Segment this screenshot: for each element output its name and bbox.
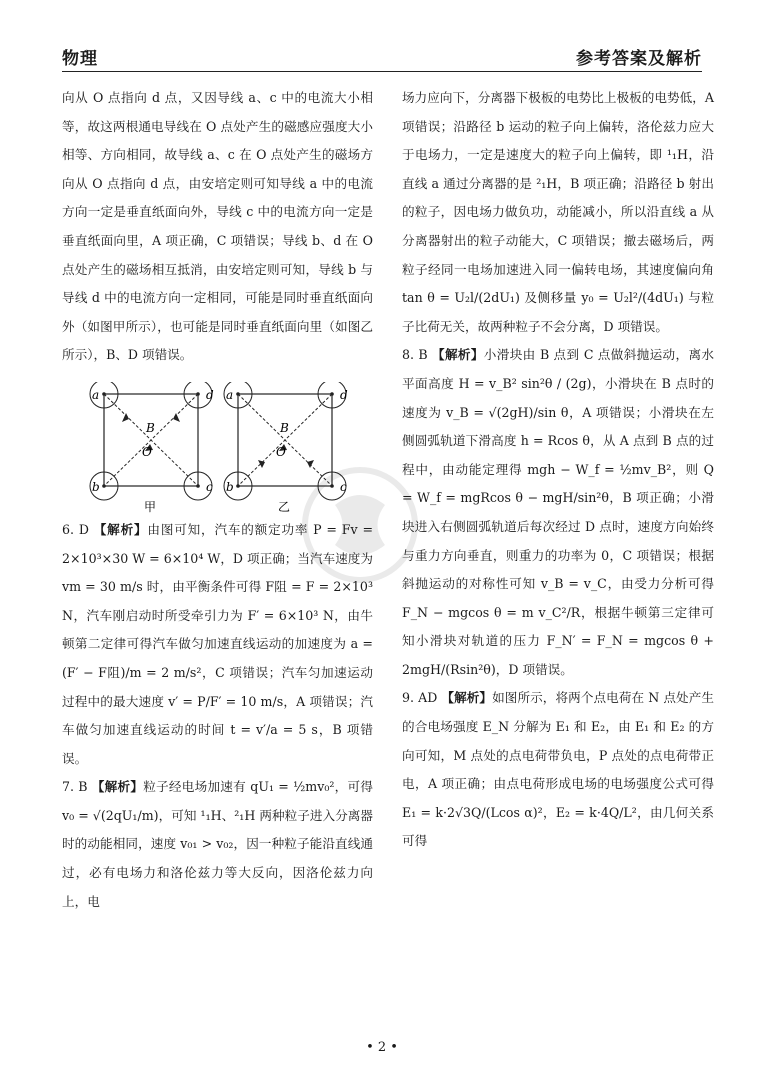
label-B: B	[146, 420, 155, 435]
question-7	[62, 773, 373, 916]
question-8	[402, 341, 714, 684]
question-9	[402, 684, 714, 856]
question-6	[62, 516, 373, 773]
label-b-yi: b	[226, 479, 234, 494]
right-column	[402, 84, 714, 856]
q7-continuation: 场力应向下，分离器下极板的电势比上极板的电势低，A 项错误；沿路径 b 运动的粒子向上偏转，洛伦兹力应大于电场力，一定是速度大的粒子向上偏转，即 ¹₁H，沿直线 a 通过分离器的是 ²₁H，B 项正确；沿路径 b 射出的粒子，因电场力做负功，动能减小，所以沿直线 a 从分离器射出的粒子动能大，C 项错误；撤去磁场后，两粒子经同一电场加速进入同一偏转电场，其速度偏向角 tan θ = U₂l/(2dU₁) 及侧移量 y₀ = U₂l²/(4dU₁) 与粒子比荷无关，故两种粒子不会分离，D 项错误。	[402, 90, 714, 334]
label-c: c	[206, 479, 213, 494]
q6-number: 6. D	[62, 521, 89, 537]
label-O-yi: O	[276, 444, 286, 459]
label-a: a	[92, 387, 100, 402]
q8-text: 小滑块由 B 点到 C 点做斜抛运动，离水平面高度 H = v_B² sin²θ / (2g)，小滑块在 B 点时的速度为 v_B = √(2gH)/sin θ，A 项错误；小滑块在左侧圆弧轨道下滑高度 h = Rcos θ，从 A 点到 B 点的过程中，由动能定理得 mgh − W_f = ½mv_B²，则 Q = W_f = mgRcos θ − mgH/sin²θ，B 项正确；小滑块进入右侧圆弧轨道后每次经过 D 点时，速度方向始终与重力方向垂直，则重力的功率为 0，C 项错误；根据斜抛运动的对称性可知 v_B = v_C，由受力分析可得 F_N − mgcos θ = m v_C²/R，根据牛顿第三定律可知小滑块对轨道的压力 F_N′ = F_N = mgcos θ + 2mgH/(Rsin²θ)，D 项错误。	[402, 347, 714, 677]
q7-tag: 【解析】	[91, 779, 144, 795]
page-header	[62, 44, 702, 74]
q7-number: 7. B	[62, 779, 88, 795]
label-a-yi: a	[226, 387, 234, 402]
section-title: 参考答案及解析	[576, 49, 702, 69]
label-b: b	[92, 479, 100, 494]
label-B-yi: B	[280, 420, 289, 435]
caption-jia: 甲	[144, 499, 157, 514]
header-rule	[62, 71, 702, 72]
label-O: O	[142, 444, 152, 459]
magnetic-field-diagrams	[62, 382, 362, 514]
q9-tag: 【解析】	[441, 690, 493, 706]
page-number: • 2 •	[366, 1040, 398, 1055]
q8-number: 8. B	[402, 347, 428, 363]
label-d-yi: d	[340, 387, 348, 402]
q6-tag: 【解析】	[93, 521, 148, 537]
diagram-yi	[224, 382, 348, 514]
q9-number: 9. AD	[402, 690, 438, 706]
diagram-jia	[90, 382, 214, 514]
q5-continuation: 向从 O 点指向 d 点，又因导线 a、c 中的电流大小相等，故这两根通电导线在 O 点处产生的磁感应强度大小相等、方向相同，故导线 a、c 在 O 点处产生的磁场方向从 O 点指向 d 点，由安培定则可知导线 a 中的电流方向一定是垂直纸面向外，导线 c 中的电流方向一定是垂直纸面向里，A 项正确，C 项错误；导线 b、d 在 O 点处产生的磁场相互抵消，由安培定则可知，导线 b 与导线 d 中的电流方向一定相同，可能是同时垂直纸面向外（如图甲所示），也可能是同时垂直纸面向里（如图乙所示），B、D 项错误。	[62, 90, 373, 363]
caption-yi: 乙	[278, 499, 291, 514]
label-c-yi: c	[340, 479, 347, 494]
q9-text: 如图所示，将两个点电荷在 N 点处产生的合电场强度 E_N 分解为 E₁ 和 E₂，由 E₁ 和 E₂ 的方向可知，M 点处的点电荷带负电，P 点处的点电荷带正电，A 项正确；由点电荷形成电场的电场强度公式可得 E₁ = k·2√3Q/(Lcos α)²，E₂ = k·4Q/L²，由几何关系可得	[402, 690, 714, 849]
label-d: d	[206, 387, 214, 402]
q7-text: 粒子经电场加速有 qU₁ = ½mv₀²，可得 v₀ = √(2qU₁/m)，可知 ¹₁H、²₁H 两种粒子进入分离器时的动能相同，速度 v₀₁ > v₀₂，因一种粒子能沿直线通过，必有电场力和洛伦兹力等大反向，因洛伦兹力向上，电	[62, 779, 373, 909]
left-column	[62, 84, 373, 916]
q8-tag: 【解析】	[432, 347, 484, 363]
subject-title: 物理	[62, 49, 98, 69]
q6-text: 由图可知，汽车的额定功率 P = Fv = 2×10³×30 W = 6×10⁴ W，D 项正确；当汽车速度为 vm = 30 m/s 时，由平衡条件可得 F阻 = F = 2×10³ N，汽车刚启动时所受牵引力为 F′ = 6×10³ N，由牛顿第二定律可得汽车做匀加速直线运动的加速度为 a = (F′ − F阻)/m = 2 m/s²，C 项错误；汽车匀加速运动过程中的最大速度 v′ = P/F′ = 10 m/s，A 项错误；汽车做匀加速直线运动的时间 t = v′/a = 5 s，B 项错误。	[62, 521, 373, 766]
